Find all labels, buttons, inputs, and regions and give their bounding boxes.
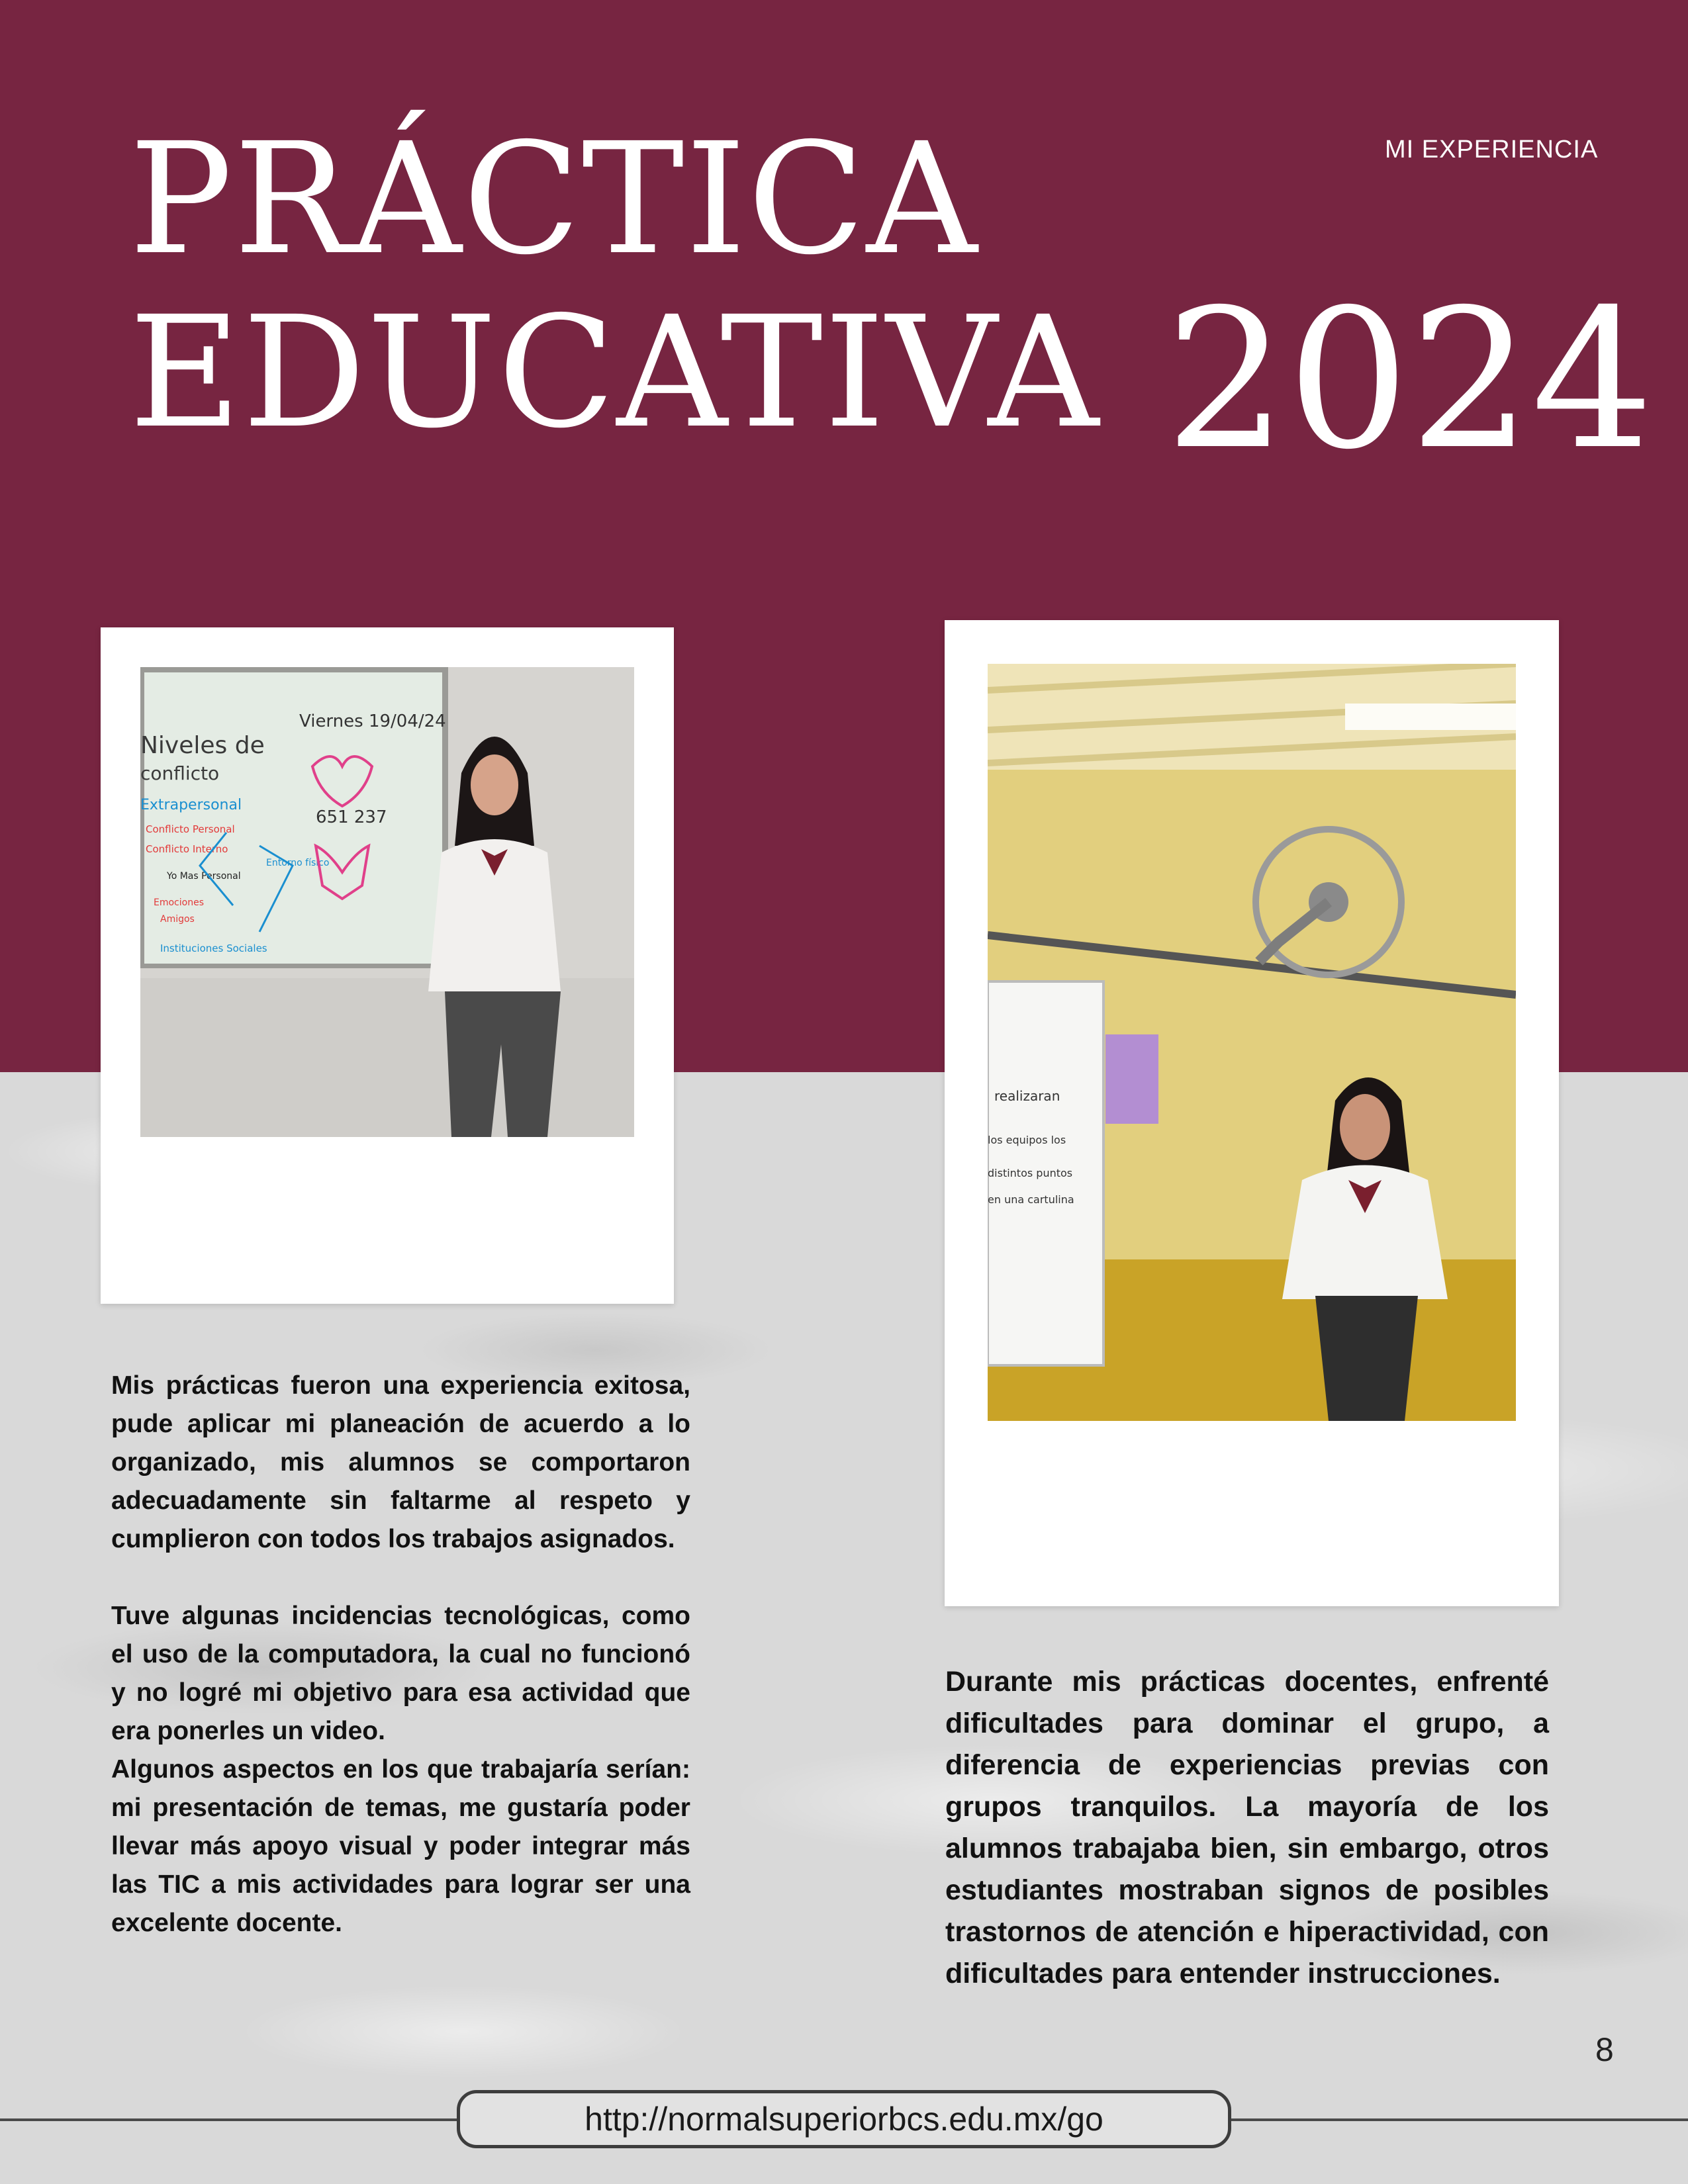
board-text: Emociones — [154, 897, 204, 908]
title-line-1: PRÁCTICA — [129, 110, 979, 289]
paragraph-improvements: Algunos aspectos en los que trabajaría serían: mi presentación de temas, me gustaría poder llevar más apoyo visual y poder integrar más las TIC a mis actividades para lograr ser una excelente docente. — [111, 1755, 690, 1937]
footer-link-pill[interactable] — [457, 2090, 1231, 2148]
reflection-text-right: Durante mis prácticas docentes, enfrenté dificultades para dominar el grupo, a diferencia de experiencias previas con grupos tranquilos. La mayoría de los alumnos trabajaba bien, sin embargo, otros estudiantes mostraban signos de posibles trastornos de atención e hiperactividad, con dificultades para entender instrucciones. — [945, 1666, 1549, 1989]
polaroid-frame-right — [945, 620, 1559, 1606]
board-text: Niveles de — [140, 732, 265, 759]
section-kicker: MI EXPERIENCIA — [1385, 136, 1599, 163]
paragraph-experience: Mis prácticas fueron una experiencia exitosa, pude aplicar mi planeación de acuerdo a lo organizado, mis alumnos se comportaron adecuadamente sin faltarme al respeto y cumplieron con todos los trabajos asignados. — [111, 1371, 690, 1553]
title-line-2: EDUCATIVA — [129, 283, 1100, 462]
page-title — [129, 110, 1100, 462]
classroom-photo-left — [140, 667, 634, 1137]
board-text: Entorno físico — [266, 858, 330, 868]
title-year: 2024 — [1165, 269, 1654, 492]
polaroid-frame-left — [101, 627, 674, 1304]
board-text: los equipos los — [988, 1134, 1066, 1146]
paragraph-incidents: Tuve algunas incidencias tecnológicas, como el uso de la computadora, la cual no funcionó y no logré mi objetivo para esa actividad que era ponerles un video. — [111, 1602, 690, 1745]
board-text: Viernes 19/04/24 — [299, 711, 446, 731]
board-text: Instituciones Sociales — [160, 942, 267, 954]
board-text: conflicto — [140, 762, 220, 784]
board-text: distintos puntos — [988, 1167, 1073, 1179]
reflection-text-left — [111, 1367, 690, 1942]
board-text: realizaran — [994, 1088, 1060, 1104]
page-number: 8 — [1595, 2031, 1614, 2068]
board-text: Extrapersonal — [140, 797, 242, 813]
board-text: en una cartulina — [988, 1193, 1074, 1206]
board-text: Conflicto Interno — [146, 843, 228, 855]
board-text: Amigos — [160, 914, 195, 925]
board-text: Conflicto Personal — [146, 823, 235, 835]
board-text: 651 237 — [316, 807, 387, 827]
classroom-photo-right — [988, 664, 1516, 1421]
board-text: Yo Mas Personal — [167, 871, 241, 882]
footer-url-link[interactable]: http://normalsuperiorbcs.edu.mx/go — [585, 2101, 1103, 2138]
